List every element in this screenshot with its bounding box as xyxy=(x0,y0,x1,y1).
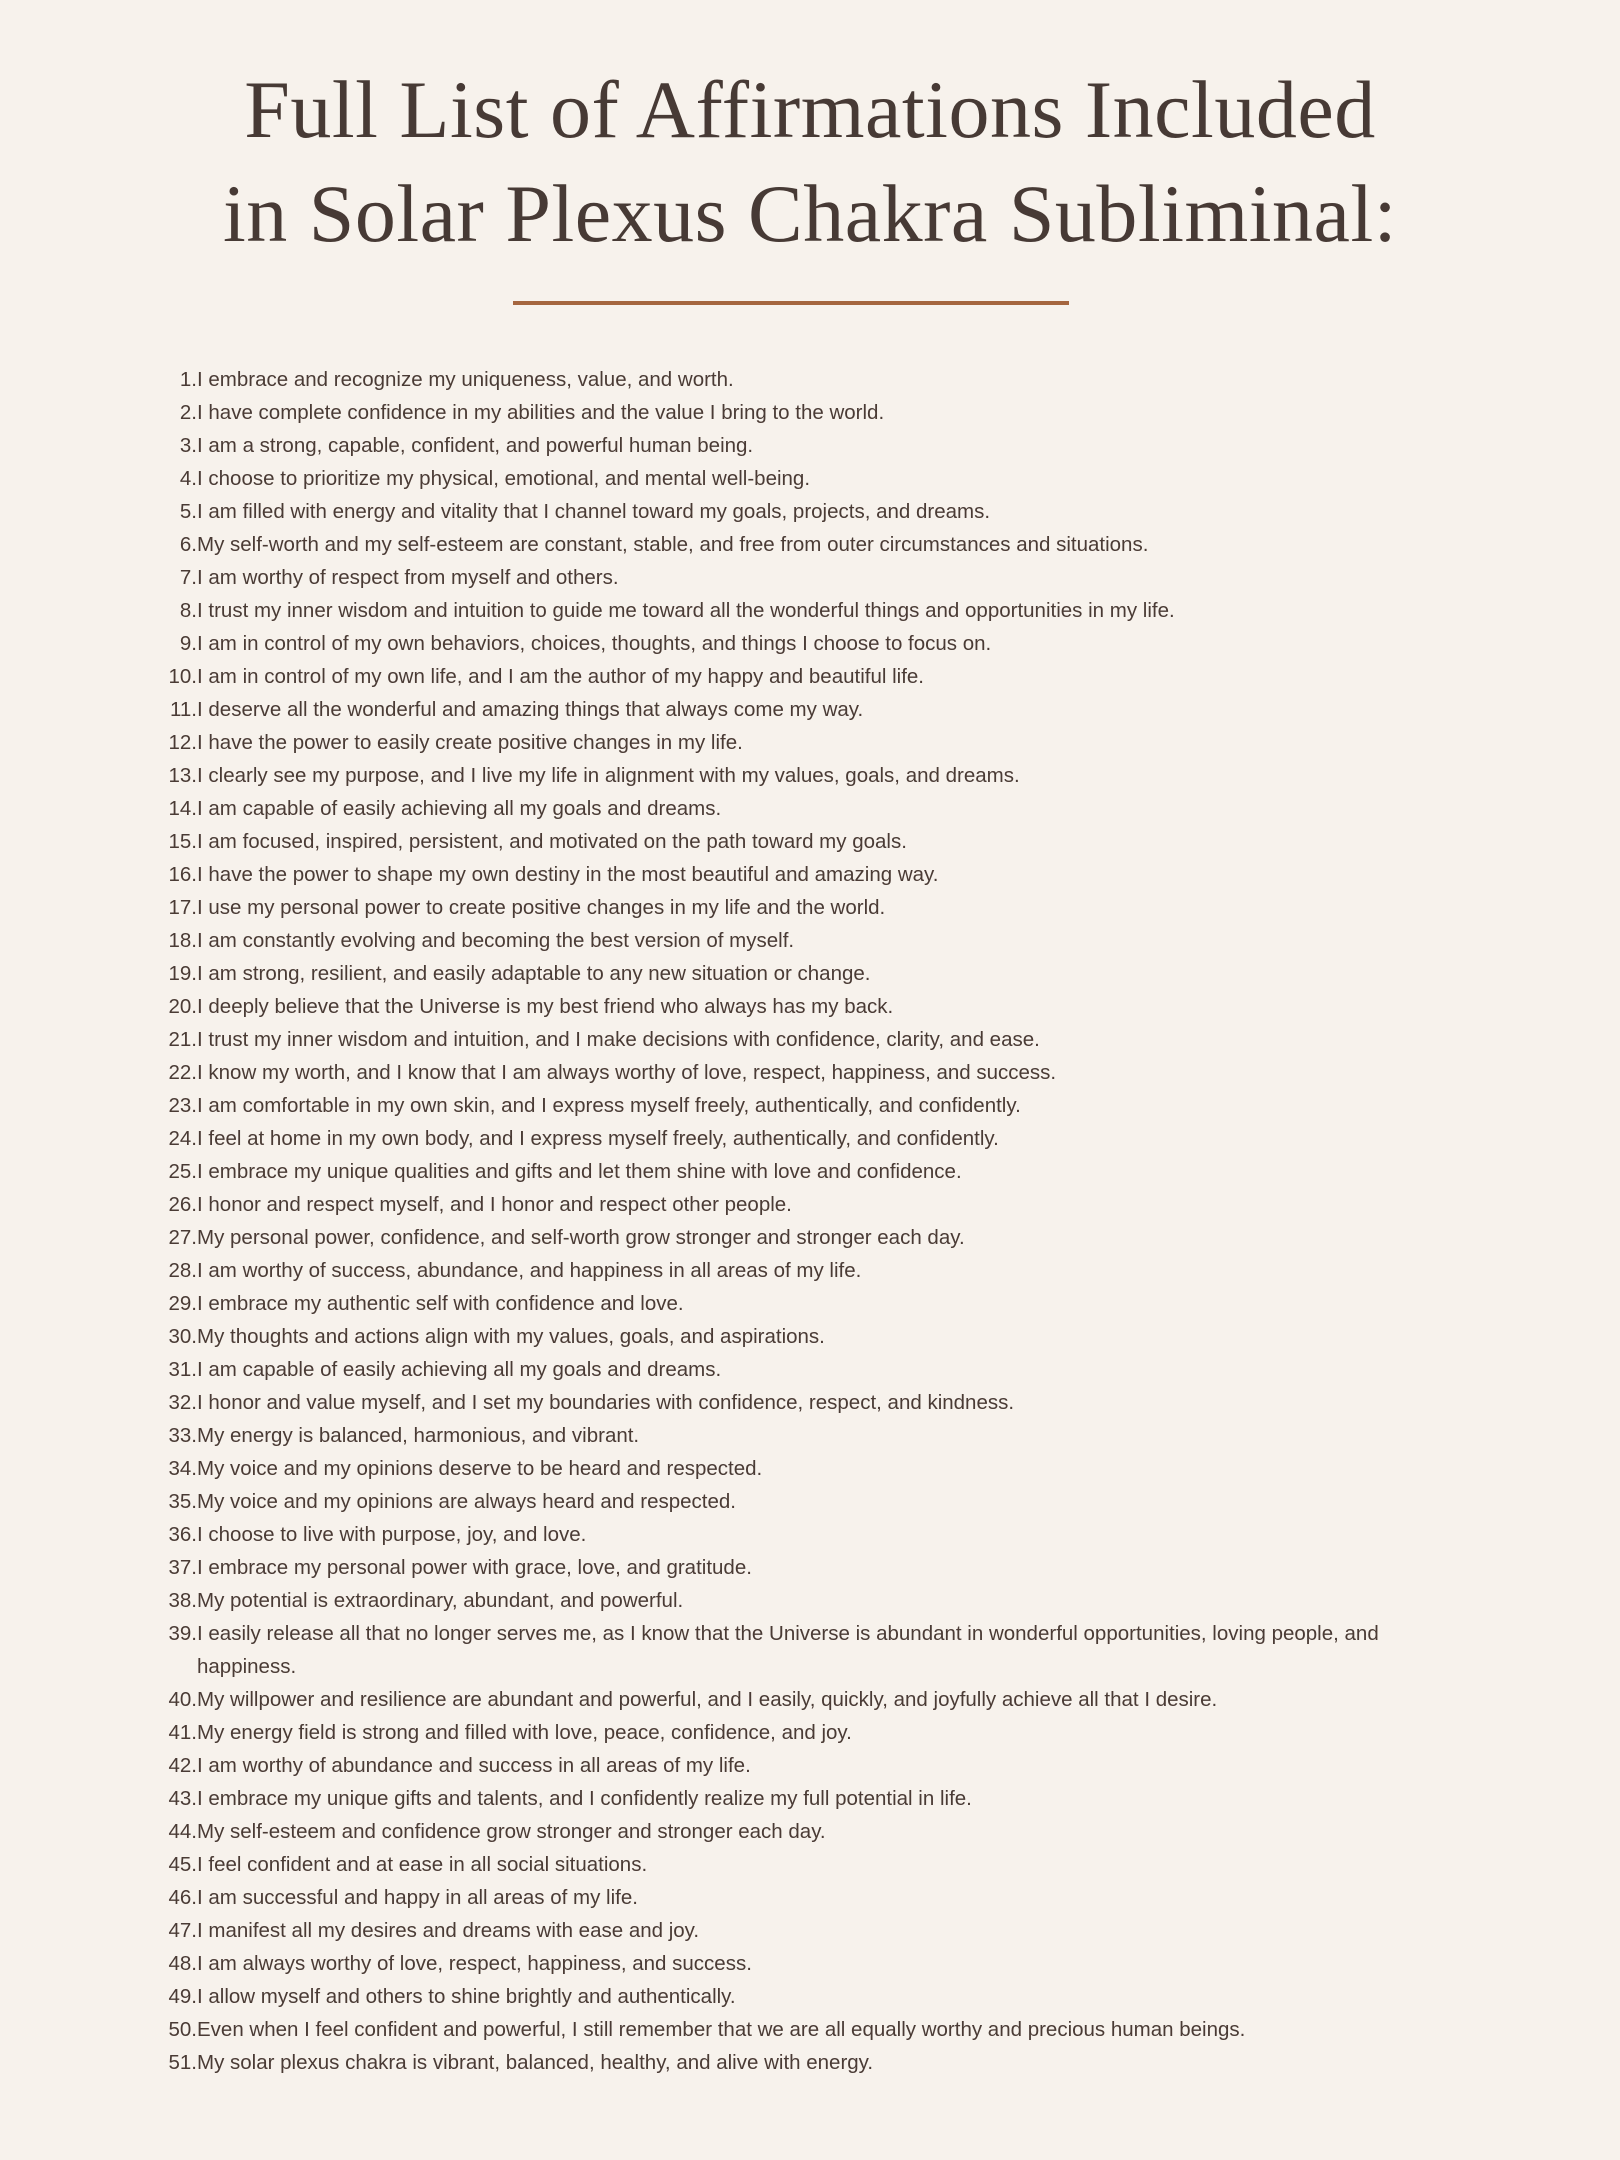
list-item-text: I am successful and happy in all areas of my life. xyxy=(197,1886,638,1909)
list-item xyxy=(0,1386,1437,1419)
list-item-number: 2. xyxy=(179,401,197,424)
list-item xyxy=(0,1947,1437,1980)
list-item-text: I manifest all my desires and dreams with ease and joy. xyxy=(197,1919,700,1942)
list-item xyxy=(0,1881,1437,1914)
list-item xyxy=(0,1518,1437,1551)
list-item-number: 38. xyxy=(168,1589,197,1612)
list-item-number: 1. xyxy=(179,368,197,391)
list-item xyxy=(0,1188,1437,1221)
list-item xyxy=(0,1353,1437,1386)
list-item-number: 35. xyxy=(168,1490,197,1513)
list-item-number: 39. xyxy=(168,1622,197,1645)
list-item-text: I trust my inner wisdom and intuition, and I make decisions with confidence, clarity, and ease. xyxy=(197,1028,1040,1051)
list-item-text: I use my personal power to create positive changes in my life and the world. xyxy=(197,896,886,919)
list-item-number: 5. xyxy=(179,500,197,523)
list-item-text: I have the power to shape my own destiny in the most beautiful and amazing way. xyxy=(197,863,939,886)
list-item-number: 33. xyxy=(168,1424,197,1447)
list-item-number: 4. xyxy=(179,467,197,490)
list-item-text: My willpower and resilience are abundant and powerful, and I easily, quickly, and joyfully achieve all that I desire. xyxy=(197,1688,1218,1711)
list-item-number: 12. xyxy=(168,731,197,754)
list-item-text: I am capable of easily achieving all my goals and dreams. xyxy=(197,797,722,820)
list-item xyxy=(0,660,1437,693)
list-item-text: I am focused, inspired, persistent, and motivated on the path toward my goals. xyxy=(197,830,907,853)
list-item-text: I feel confident and at ease in all social situations. xyxy=(197,1853,648,1876)
list-item-number: 15. xyxy=(168,830,197,853)
list-item-number: 25. xyxy=(168,1160,197,1183)
list-item-number: 37. xyxy=(168,1556,197,1579)
list-item-number: 41. xyxy=(168,1721,197,1744)
list-item-number: 40. xyxy=(168,1688,197,1711)
list-item xyxy=(0,1254,1437,1287)
list-item-number: 30. xyxy=(168,1325,197,1348)
list-item xyxy=(0,1089,1437,1122)
list-item-number: 32. xyxy=(168,1391,197,1414)
list-item-number: 24. xyxy=(168,1127,197,1150)
list-item xyxy=(0,429,1437,462)
list-item xyxy=(0,1683,1437,1716)
list-item-text: I have the power to easily create positive changes in my life. xyxy=(197,731,743,754)
list-item xyxy=(0,1056,1437,1089)
list-item-text: I allow myself and others to shine brightly and authentically. xyxy=(197,1985,736,2008)
list-item-number: 20. xyxy=(168,995,197,1018)
list-item-number: 45. xyxy=(168,1853,197,1876)
list-item-number: 22. xyxy=(168,1061,197,1084)
list-item xyxy=(0,1287,1437,1320)
list-item-text: I am constantly evolving and becoming the best version of myself. xyxy=(197,929,795,952)
list-item-number: 26. xyxy=(168,1193,197,1216)
list-item xyxy=(0,1749,1437,1782)
list-item-text: I am worthy of success, abundance, and happiness in all areas of my life. xyxy=(197,1259,862,1282)
affirmation-list xyxy=(0,363,1620,2079)
list-item xyxy=(0,1485,1437,1518)
list-item-text: I am worthy of abundance and success in all areas of my life. xyxy=(197,1754,751,1777)
list-item-number: 51. xyxy=(168,2051,197,2074)
list-item-number: 34. xyxy=(168,1457,197,1480)
list-item-text: I am comfortable in my own skin, and I express myself freely, authentically, and confidently. xyxy=(197,1094,1021,1117)
list-item-text: I easily release all that no longer serves me, as I know that the Universe is abundant in wonderful opportunities, loving people, and happiness. xyxy=(197,1622,1379,1678)
list-item xyxy=(0,363,1437,396)
list-item xyxy=(0,396,1437,429)
list-item-number: 50. xyxy=(168,2018,197,2041)
list-item-text: I am always worthy of love, respect, happiness, and success. xyxy=(197,1952,752,1975)
list-item xyxy=(0,1155,1437,1188)
list-item xyxy=(0,594,1437,627)
list-item xyxy=(0,1419,1437,1452)
list-item-text: My potential is extraordinary, abundant, and powerful. xyxy=(197,1589,684,1612)
list-item-number: 21. xyxy=(168,1028,197,1051)
list-item-number: 27. xyxy=(168,1226,197,1249)
list-item-text: I am in control of my own life, and I am the author of my happy and beautiful life. xyxy=(197,665,924,688)
list-item xyxy=(0,891,1437,924)
list-item-number: 47. xyxy=(168,1919,197,1942)
list-item xyxy=(0,1914,1437,1947)
list-item xyxy=(0,462,1437,495)
list-item xyxy=(0,1320,1437,1353)
list-item-text: My energy is balanced, harmonious, and vibrant. xyxy=(197,1424,640,1447)
list-item-text: I deserve all the wonderful and amazing things that always come my way. xyxy=(197,698,864,721)
list-item-text: I embrace my unique qualities and gifts and let them shine with love and confidence. xyxy=(197,1160,962,1183)
list-item-text: I choose to prioritize my physical, emotional, and mental well-being. xyxy=(197,467,811,490)
list-item-text: My voice and my opinions deserve to be heard and respected. xyxy=(197,1457,763,1480)
list-item-text: My energy field is strong and filled with love, peace, confidence, and joy. xyxy=(197,1721,852,1744)
list-item-number: 48. xyxy=(168,1952,197,1975)
list-item-number: 6. xyxy=(179,533,197,556)
list-item-text: I choose to live with purpose, joy, and love. xyxy=(197,1523,587,1546)
list-item xyxy=(0,1617,1437,1683)
list-item-number: 44. xyxy=(168,1820,197,1843)
list-item-number: 36. xyxy=(168,1523,197,1546)
list-item xyxy=(0,957,1437,990)
list-item-text: My self-worth and my self-esteem are constant, stable, and free from outer circumstances and situations. xyxy=(197,533,1149,556)
list-item-text: I know my worth, and I know that I am always worthy of love, respect, happiness, and success. xyxy=(197,1061,1057,1084)
list-item-number: 17. xyxy=(168,896,197,919)
list-item xyxy=(0,825,1437,858)
list-item xyxy=(0,693,1437,726)
list-item-number: 16. xyxy=(168,863,197,886)
list-item-text: I am capable of easily achieving all my goals and dreams. xyxy=(197,1358,722,1381)
list-item xyxy=(0,1023,1437,1056)
list-item-number: 10. xyxy=(168,665,197,688)
list-item-text: I deeply believe that the Universe is my best friend who always has my back. xyxy=(197,995,894,1018)
list-item xyxy=(0,1584,1437,1617)
list-item-text: I embrace and recognize my uniqueness, value, and worth. xyxy=(197,368,734,391)
list-item-text: I embrace my personal power with grace, love, and gratitude. xyxy=(197,1556,752,1579)
list-item-number: 42. xyxy=(168,1754,197,1777)
list-item xyxy=(0,1716,1437,1749)
list-item xyxy=(0,726,1437,759)
list-item-number: 31. xyxy=(168,1358,197,1381)
list-item-text: I feel at home in my own body, and I express myself freely, authentically, and confidently. xyxy=(197,1127,999,1150)
list-item-number: 49. xyxy=(168,1985,197,2008)
list-item xyxy=(0,528,1437,561)
list-item xyxy=(0,627,1437,660)
list-item-text: My self-esteem and confidence grow stronger and stronger each day. xyxy=(197,1820,826,1843)
list-item-number: 13. xyxy=(168,764,197,787)
list-item xyxy=(0,1551,1437,1584)
list-item-number: 7. xyxy=(179,566,197,589)
list-item-number: 11. xyxy=(170,698,197,721)
list-item xyxy=(0,495,1437,528)
title-divider xyxy=(513,301,1069,305)
list-item xyxy=(0,924,1437,957)
list-item xyxy=(0,759,1437,792)
list-item-number: 46. xyxy=(168,1886,197,1909)
list-item xyxy=(0,1782,1437,1815)
list-item xyxy=(0,1815,1437,1848)
list-item-text: I embrace my authentic self with confidence and love. xyxy=(197,1292,684,1315)
list-item xyxy=(0,1848,1437,1881)
list-item-number: 9. xyxy=(179,632,197,655)
list-item-text: I am a strong, capable, confident, and powerful human being. xyxy=(197,434,754,457)
list-item-text: I am in control of my own behaviors, choices, thoughts, and things I choose to focus on. xyxy=(197,632,992,655)
list-item-text: I honor and value myself, and I set my boundaries with confidence, respect, and kindness. xyxy=(197,1391,1015,1414)
list-item-text: I honor and respect myself, and I honor and respect other people. xyxy=(197,1193,792,1216)
list-item xyxy=(0,1122,1437,1155)
list-item xyxy=(0,792,1437,825)
list-item-text: I clearly see my purpose, and I live my life in alignment with my values, goals, and dreams. xyxy=(197,764,1020,787)
list-item-number: 28. xyxy=(168,1259,197,1282)
list-item-text: I embrace my unique gifts and talents, and I confidently realize my full potential in life. xyxy=(197,1787,972,1810)
list-item-text: My voice and my opinions are always heard and respected. xyxy=(197,1490,736,1513)
list-item-number: 19. xyxy=(168,962,197,985)
list-item xyxy=(0,1452,1437,1485)
list-item xyxy=(0,2046,1437,2079)
list-item xyxy=(0,858,1437,891)
list-item xyxy=(0,990,1437,1023)
list-item-number: 23. xyxy=(168,1094,197,1117)
list-item-text: Even when I feel confident and powerful, I still remember that we are all equally worthy and precious human beings. xyxy=(197,2018,1246,2041)
list-item-text: I am filled with energy and vitality that I channel toward my goals, projects, and dreams. xyxy=(197,500,991,523)
list-item-text: I am worthy of respect from myself and others. xyxy=(197,566,619,589)
list-item xyxy=(0,561,1437,594)
list-item-number: 29. xyxy=(168,1292,197,1315)
list-item-number: 43. xyxy=(168,1787,197,1810)
list-item-text: I trust my inner wisdom and intuition to guide me toward all the wonderful things and opportunities in my life. xyxy=(197,599,1175,622)
page-title-line-1: Full List of Affirmations Included xyxy=(244,64,1376,155)
list-item xyxy=(0,1980,1437,2013)
list-item-text: My solar plexus chakra is vibrant, balanced, healthy, and alive with energy. xyxy=(197,2051,874,2074)
list-item-text: I have complete confidence in my abilities and the value I bring to the world. xyxy=(197,401,885,424)
page-title-line-2: in Solar Plexus Chakra Subliminal: xyxy=(222,168,1398,259)
page-title xyxy=(0,58,1620,266)
list-item-text: My thoughts and actions align with my values, goals, and aspirations. xyxy=(197,1325,825,1348)
list-item xyxy=(0,1221,1437,1254)
list-item-number: 18. xyxy=(168,929,197,952)
list-item-number: 8. xyxy=(179,599,197,622)
list-item-text: My personal power, confidence, and self-worth grow stronger and stronger each day. xyxy=(197,1226,965,1249)
list-item-number: 3. xyxy=(179,434,197,457)
list-item xyxy=(0,2013,1437,2046)
list-item-number: 14. xyxy=(168,797,197,820)
list-item-text: I am strong, resilient, and easily adaptable to any new situation or change. xyxy=(197,962,871,985)
